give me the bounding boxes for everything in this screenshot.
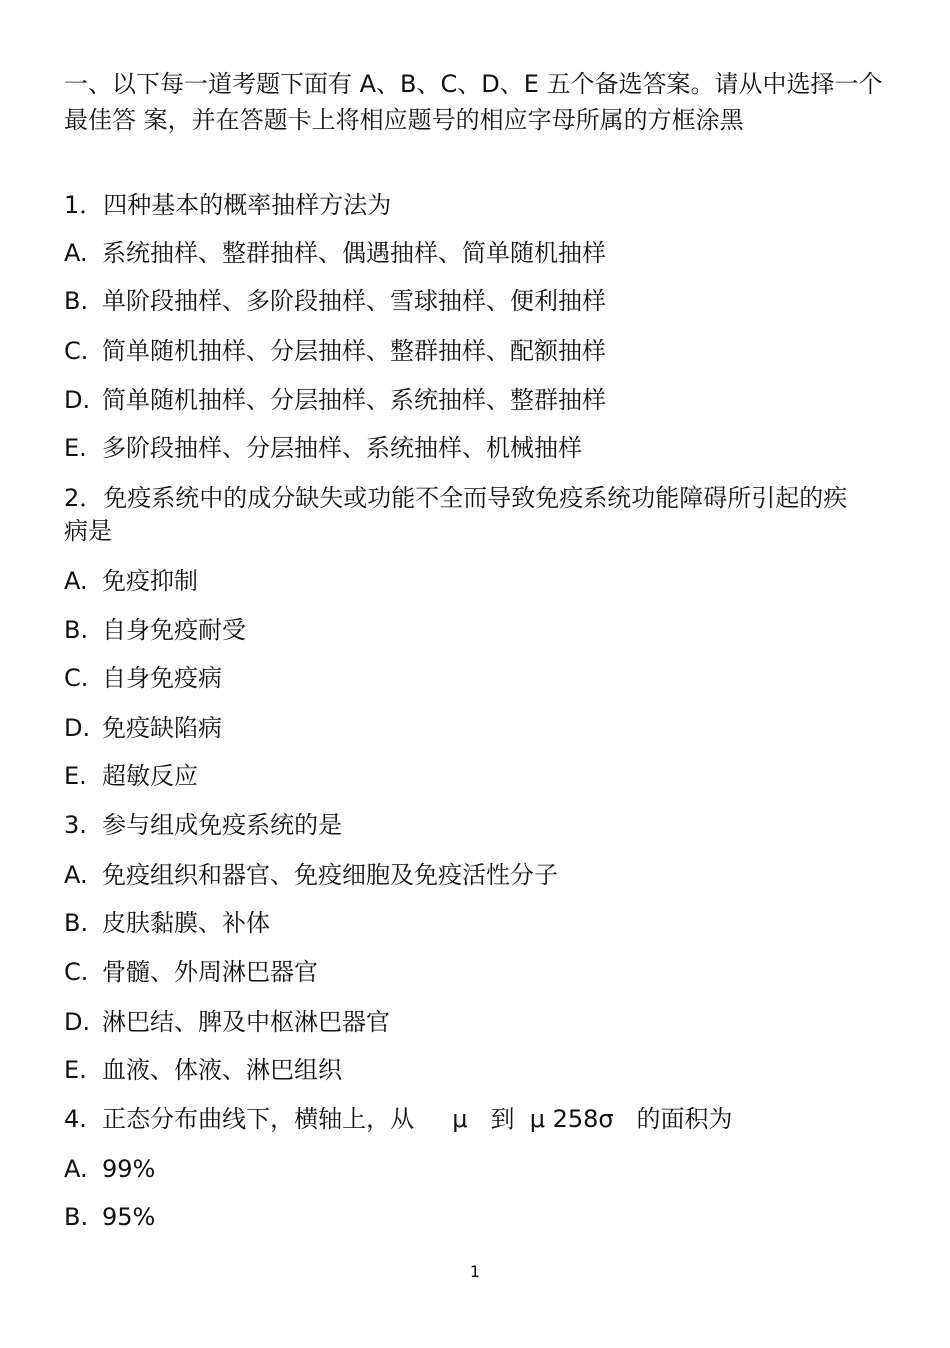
option-letter: B. bbox=[64, 616, 89, 644]
question-3-option-b bbox=[64, 906, 270, 940]
question-2-option-a bbox=[64, 564, 198, 598]
option-text: 血液、体液、淋巴组织 bbox=[102, 1056, 342, 1084]
option-letter: B. bbox=[64, 909, 89, 937]
option-text: 自身免疫病 bbox=[102, 664, 222, 692]
option-letter: A. bbox=[64, 861, 88, 889]
option-text: 淋巴结、脾及中枢淋巴器官 bbox=[102, 1008, 390, 1036]
option-text: 免疫组织和器官、免疫细胞及免疫活性分子 bbox=[102, 861, 558, 889]
section-instructions: 一、以下每一道考题下面有 A、B、C、D、E 五个备选答案。请从中选择一个最佳答 案，并在答题卡上将相应题号的相应字母所属的方框涂黑 bbox=[64, 70, 883, 134]
option-text: 皮肤黏膜、补体 bbox=[102, 909, 270, 937]
option-letter: D. bbox=[64, 1008, 91, 1036]
question-2-option-c bbox=[64, 661, 222, 695]
question-4-option-b bbox=[64, 1200, 155, 1234]
option-text: 自身免疫耐受 bbox=[102, 616, 246, 644]
question-2-option-e bbox=[64, 759, 198, 793]
question-3-option-a bbox=[64, 858, 558, 892]
option-letter: E. bbox=[64, 762, 87, 790]
option-text: 单阶段抽样、多阶段抽样、雪球抽样、便利抽样 bbox=[102, 287, 606, 315]
option-letter: C. bbox=[64, 337, 89, 365]
question-2-stem: 2．免疫系统中的成分缺失或功能不全而导致免疫系统功能障碍所引起的疾病是 bbox=[64, 484, 848, 545]
question-1-option-b bbox=[64, 284, 606, 318]
option-letter: B. bbox=[64, 1203, 89, 1231]
option-text: 简单随机抽样、分层抽样、系统抽样、整群抽样 bbox=[102, 386, 606, 414]
question-4-stem: 4. 正态分布曲线下，横轴上，从 μ 到 μ 258σ 的面积为 bbox=[64, 1105, 733, 1133]
question-1-option-c bbox=[64, 334, 606, 368]
question-2-option-d bbox=[64, 711, 222, 745]
option-letter: A. bbox=[64, 239, 88, 267]
question-1-option-e bbox=[64, 431, 582, 465]
option-letter: D. bbox=[64, 386, 91, 414]
option-text: 多阶段抽样、分层抽样、系统抽样、机械抽样 bbox=[102, 434, 582, 462]
option-text: 简单随机抽样、分层抽样、整群抽样、配额抽样 bbox=[102, 337, 606, 365]
option-letter: A. bbox=[64, 567, 88, 595]
question-1-stem: 1．四种基本的概率抽样方法为 bbox=[64, 191, 392, 219]
question-3-stem: 3. 参与组成免疫系统的是 bbox=[64, 811, 343, 839]
option-letter: A. bbox=[64, 1155, 88, 1183]
option-text: 系统抽样、整群抽样、偶遇抽样、简单随机抽样 bbox=[102, 239, 606, 267]
option-letter: E. bbox=[64, 1056, 87, 1084]
option-letter: D. bbox=[64, 714, 91, 742]
question-2-option-b bbox=[64, 613, 246, 647]
question-3-option-c bbox=[64, 955, 318, 989]
option-letter: E. bbox=[64, 434, 87, 462]
option-text: 95% bbox=[102, 1203, 156, 1231]
option-letter: C. bbox=[64, 958, 89, 986]
question-1-option-a bbox=[64, 236, 606, 270]
question-3-option-e bbox=[64, 1053, 342, 1087]
option-text: 99% bbox=[102, 1155, 156, 1183]
question-4-option-a bbox=[64, 1152, 155, 1186]
question-3-option-d bbox=[64, 1005, 390, 1039]
option-text: 骨髓、外周淋巴器官 bbox=[102, 958, 318, 986]
option-letter: B. bbox=[64, 287, 89, 315]
option-text: 免疫缺陷病 bbox=[102, 714, 222, 742]
option-text: 免疫抑制 bbox=[102, 567, 198, 595]
question-1-option-d bbox=[64, 383, 606, 417]
option-letter: C. bbox=[64, 664, 89, 692]
option-text: 超敏反应 bbox=[102, 762, 198, 790]
page-number: 1 bbox=[469, 1262, 481, 1281]
